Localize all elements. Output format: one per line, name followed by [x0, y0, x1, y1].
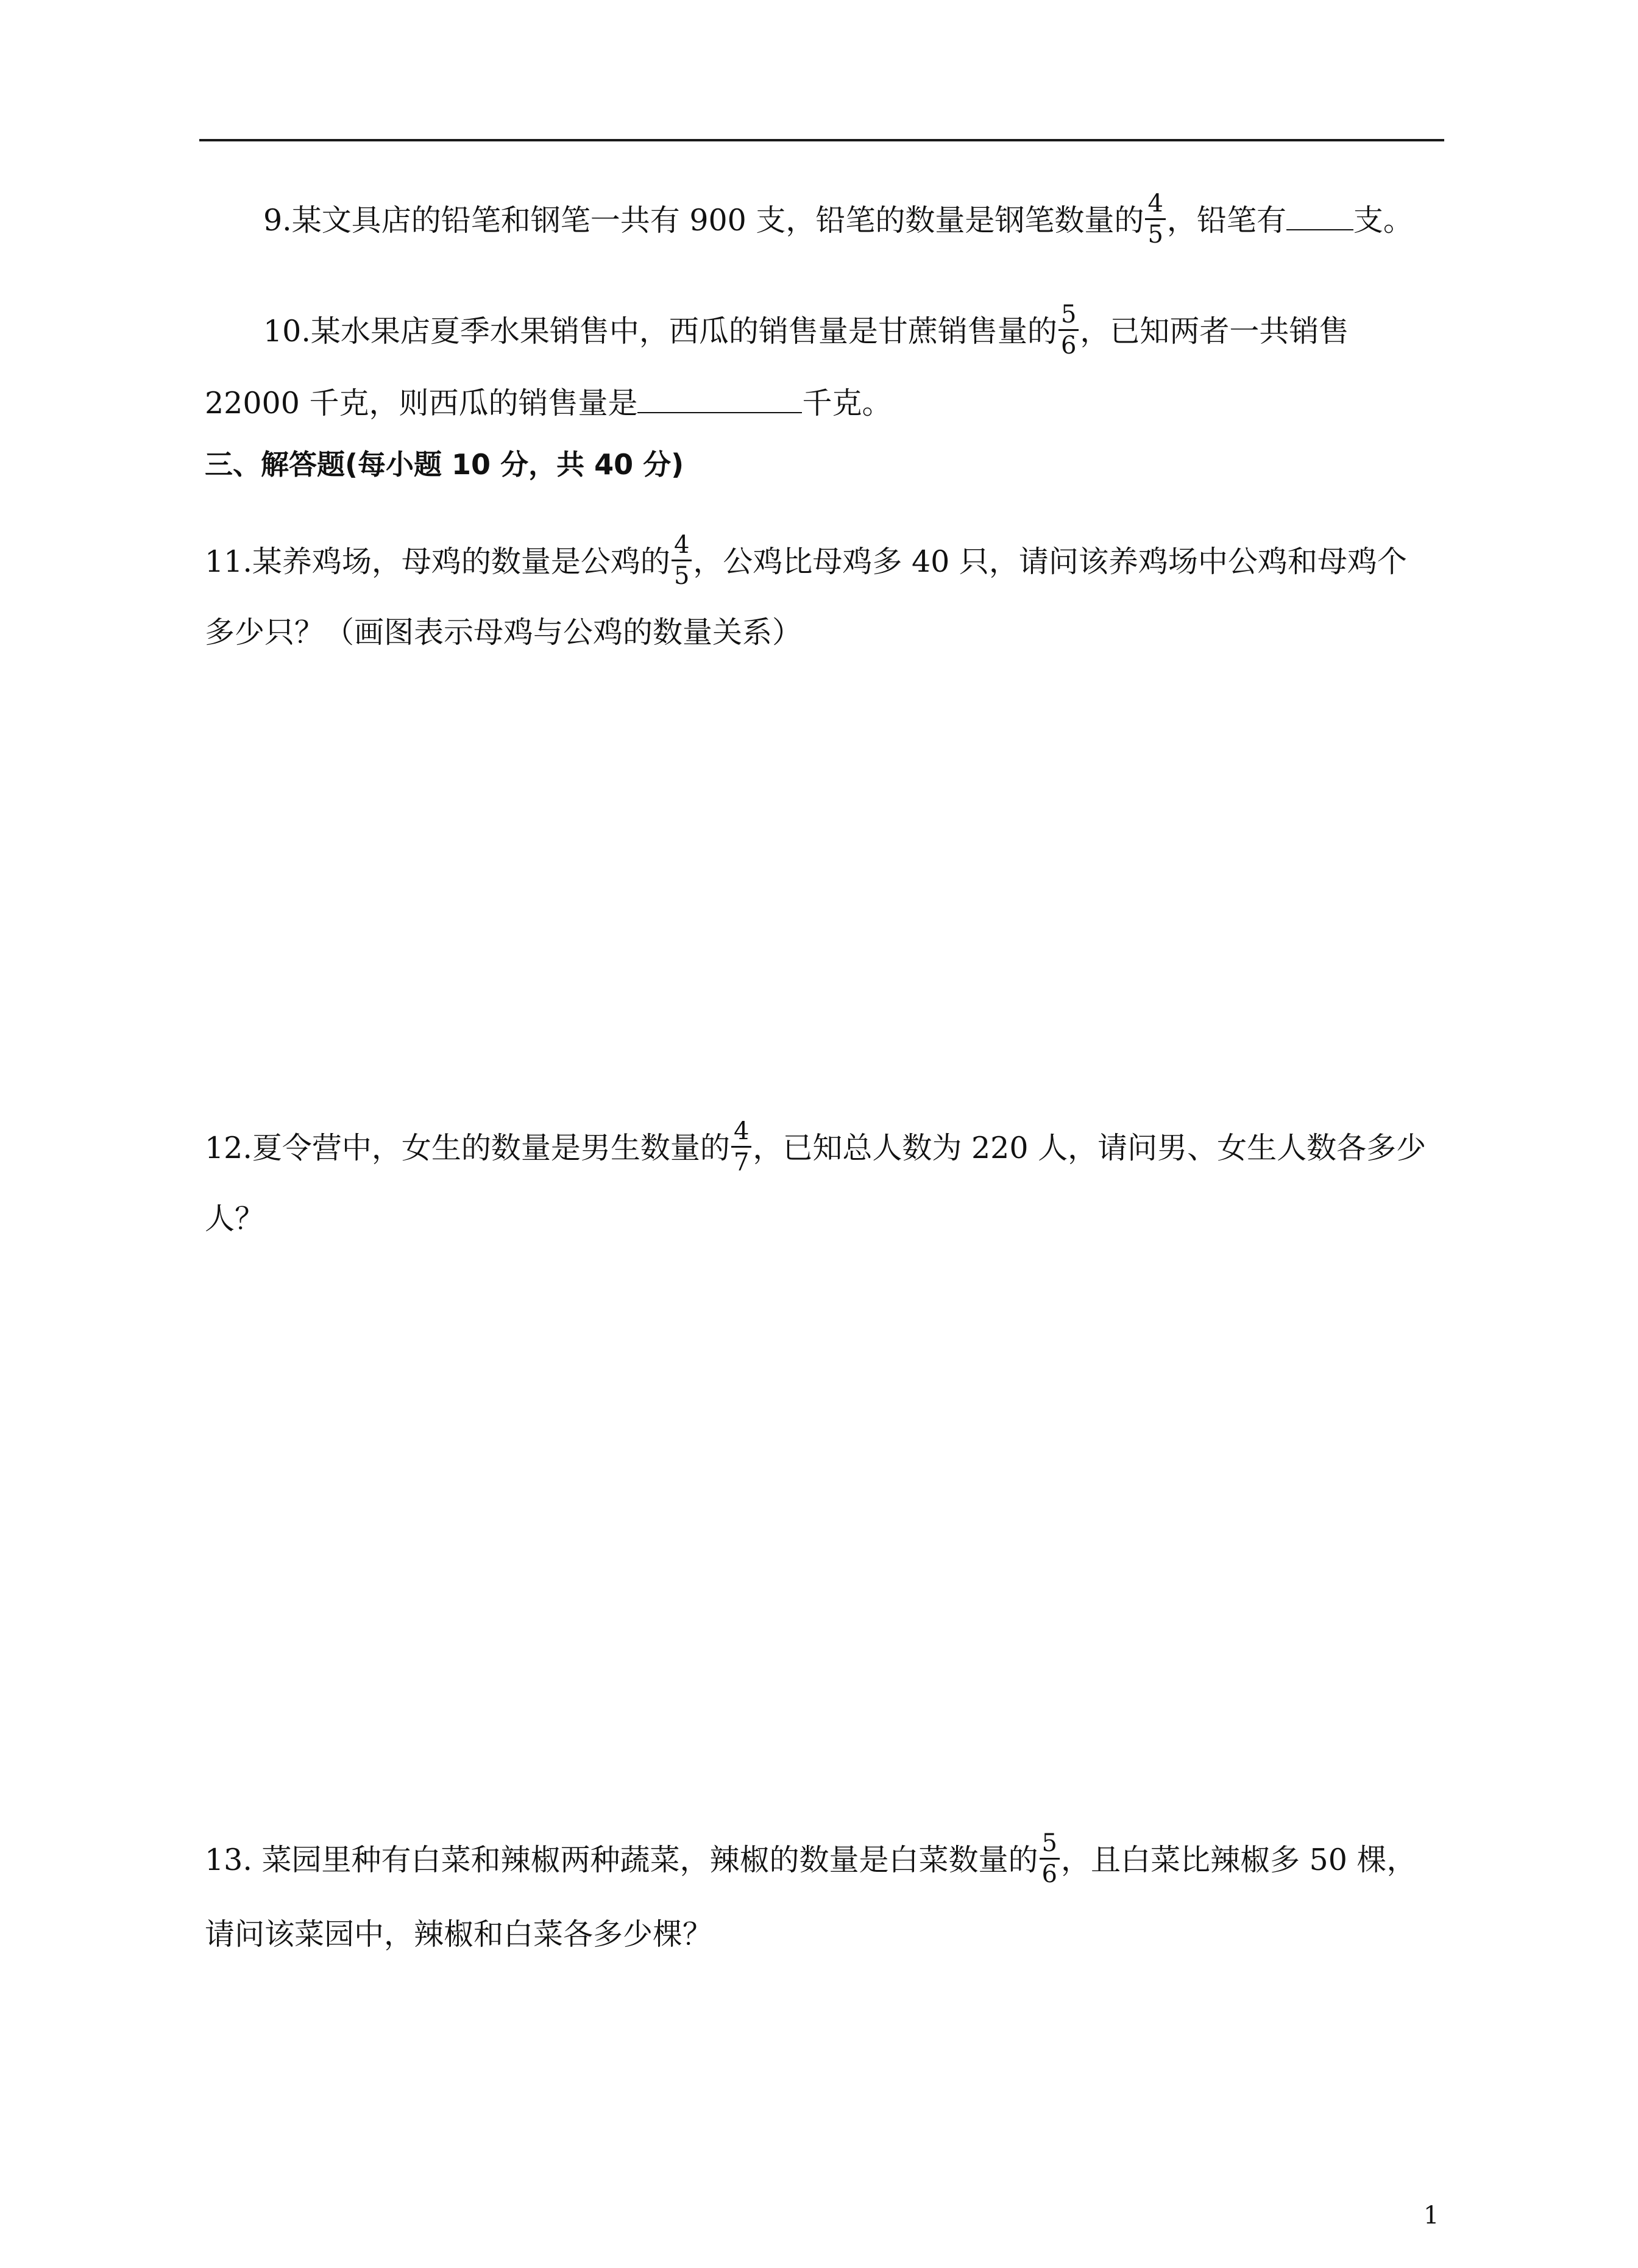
- question-12-line-2: 人？: [205, 1201, 265, 1236]
- q13-fraction-numerator: 5: [1041, 1829, 1057, 1857]
- question-13: [205, 1829, 1417, 1891]
- q13-text-before: 13. 菜园里种有白菜和辣椒两种蔬菜，辣椒的数量是白菜数量的: [205, 1843, 1038, 1877]
- q13-text-after: ，且白菜比辣椒多 50 棵，: [1060, 1843, 1417, 1877]
- q10-fraction-numerator: 5: [1060, 300, 1077, 329]
- page-number: 1: [1424, 2202, 1439, 2230]
- q9-text-middle: ，铅笔有: [1166, 203, 1286, 238]
- question-12: [205, 1117, 1427, 1179]
- q13-fraction-denominator: 6: [1041, 1860, 1057, 1888]
- q10-answer-blank[interactable]: [637, 388, 802, 413]
- q9-answer-blank[interactable]: [1286, 205, 1353, 230]
- q12-fraction-numerator: 4: [733, 1117, 750, 1145]
- q10-text-after: ，已知两者一共销售: [1080, 314, 1349, 349]
- question-11: [205, 531, 1407, 593]
- q11-text-before: 11.某养鸡场，母鸡的数量是公鸡的: [205, 544, 670, 579]
- q13-fraction-bar: [1040, 1858, 1060, 1860]
- q10-text-before: 10.某水果店夏季水果销售中，西瓜的销售量是甘蔗销售量的: [263, 314, 1057, 349]
- q9-fraction-denominator: 5: [1147, 221, 1163, 249]
- question-9: [263, 190, 1413, 252]
- q9-text-before: 9.某文具店的铅笔和钢笔一共有 900 支，铅笔的数量是钢笔数量的: [263, 203, 1144, 238]
- q11-text-after: ，公鸡比母鸡多 40 只，请问该养鸡场中公鸡和母鸡个: [693, 544, 1407, 579]
- q13-fraction: [1040, 1830, 1060, 1888]
- question-10: [263, 300, 1349, 363]
- q11-fraction-denominator: 5: [673, 562, 690, 590]
- question-10-line-2: [205, 385, 892, 422]
- q10-line2-after: 千克。: [802, 386, 892, 421]
- q12-text-before: 12.夏令营中，女生的数量是男生数量的: [205, 1131, 730, 1165]
- q9-fraction-bar: [1145, 218, 1165, 220]
- q12-fraction-bar: [731, 1146, 751, 1148]
- q10-fraction-denominator: 6: [1060, 332, 1077, 360]
- question-11-line-2: 多少只？（画图表示母鸡与公鸡的数量关系）: [205, 615, 803, 650]
- q11-fraction-numerator: 4: [673, 531, 690, 559]
- q10-fraction-bar: [1058, 329, 1079, 331]
- question-13-line-2: 请问该菜园中，辣椒和白菜各多少棵？: [205, 1917, 713, 1952]
- q12-text-after: ，已知总人数为 220 人，请问男、女生人数各多少: [753, 1131, 1427, 1165]
- q9-fraction-numerator: 4: [1147, 190, 1163, 218]
- q9-text-after: 支。: [1353, 203, 1413, 238]
- q12-fraction: [731, 1118, 751, 1176]
- q10-line2-before: 22000 千克，则西瓜的销售量是: [205, 386, 638, 421]
- q9-fraction: [1145, 190, 1165, 248]
- q12-fraction-denominator: 7: [733, 1148, 750, 1176]
- q10-fraction: [1058, 301, 1079, 359]
- header-rule: [199, 139, 1444, 141]
- section-3-heading: 三、解答题(每小题 10 分，共 40 分): [205, 448, 684, 481]
- q11-fraction: [672, 531, 692, 589]
- q11-fraction-bar: [672, 560, 692, 561]
